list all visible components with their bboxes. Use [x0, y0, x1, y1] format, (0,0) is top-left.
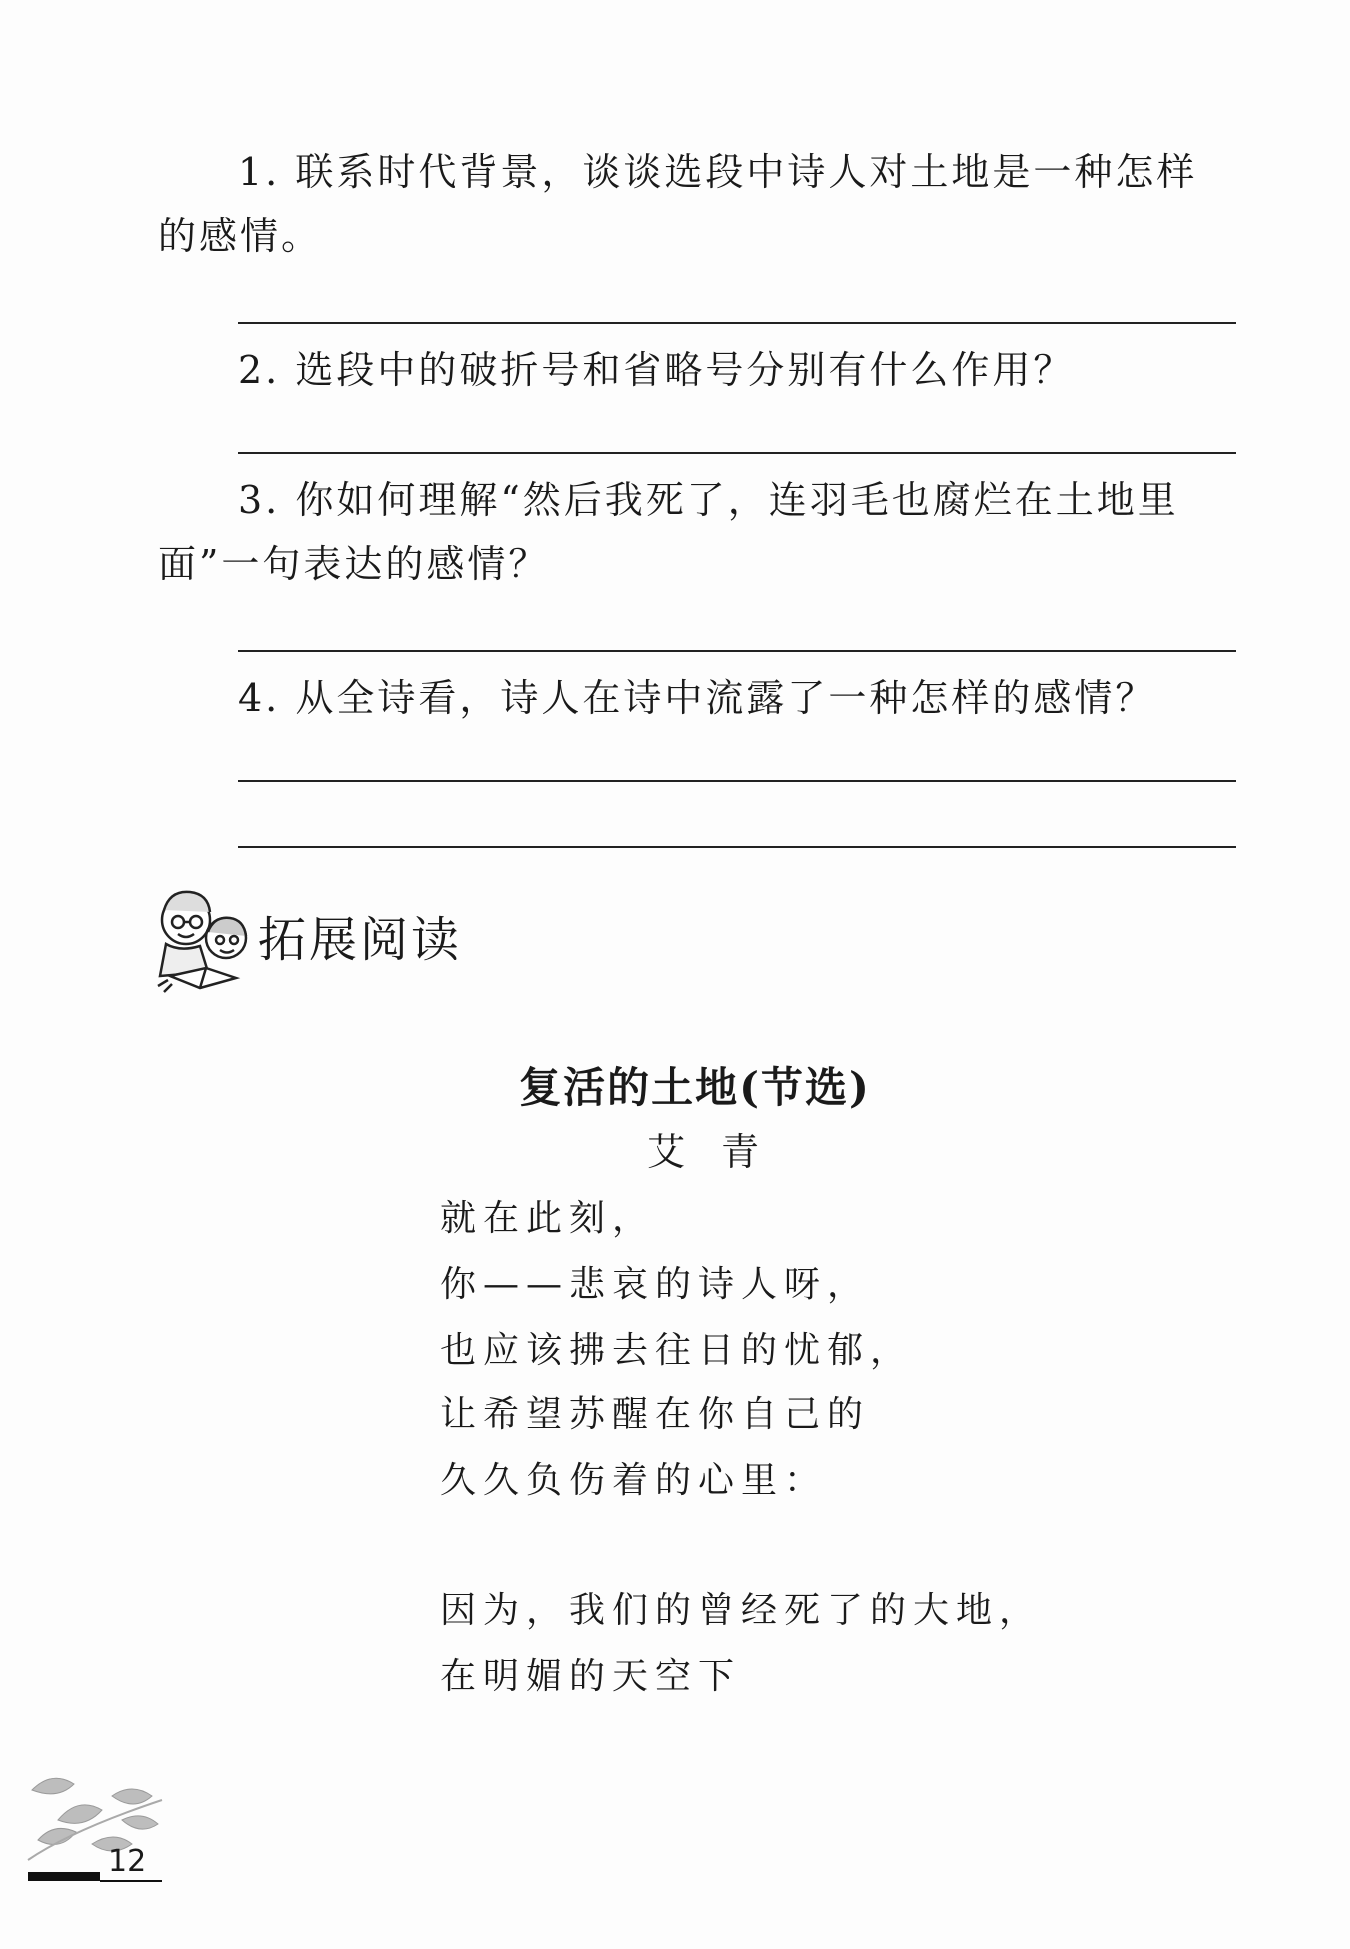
poem-title: 复活的土地(节选): [519, 1063, 871, 1112]
leaf-branch-icon: [22, 1760, 172, 1920]
poem-line: 就在此刻，: [440, 1198, 656, 1239]
question-4: 4. 从全诗看，诗人在诗中流露了一种怎样的感情？: [238, 676, 1157, 720]
section-title: 拓展阅读: [258, 912, 463, 968]
answer-line-3[interactable]: [238, 650, 1236, 652]
page-number-bar: [28, 1872, 100, 1881]
poem-line: 因为，我们的曾经死了的大地，: [440, 1590, 1043, 1631]
poem-line: 你——悲哀的诗人呀，: [440, 1264, 871, 1305]
poem-author: 艾青: [646, 1130, 795, 1174]
question-3: 3. 你如何理解“然后我死了，连羽毛也腐烂在土地里面”一句表达的感情？: [158, 478, 1179, 586]
page-number-rule: [100, 1880, 162, 1882]
page-number: 12: [108, 1844, 147, 1879]
poem-line: 在明媚的天空下: [440, 1656, 742, 1697]
answer-line-2[interactable]: [238, 452, 1236, 454]
answer-line-4a[interactable]: [238, 780, 1236, 782]
answer-line-1[interactable]: [238, 322, 1236, 324]
poem-line: 也应该拂去往日的忧郁，: [440, 1330, 914, 1371]
answer-line-4b[interactable]: [238, 846, 1236, 848]
question-2: 2. 选段中的破折号和省略号分别有什么作用？: [238, 348, 1075, 392]
poem-line: 让希望苏醒在你自己的: [440, 1394, 871, 1435]
poem-line: 久久负伤着的心里：: [440, 1460, 828, 1501]
question-1: 1. 联系时代背景，谈谈选段中诗人对土地是一种怎样的感情。: [158, 150, 1198, 258]
